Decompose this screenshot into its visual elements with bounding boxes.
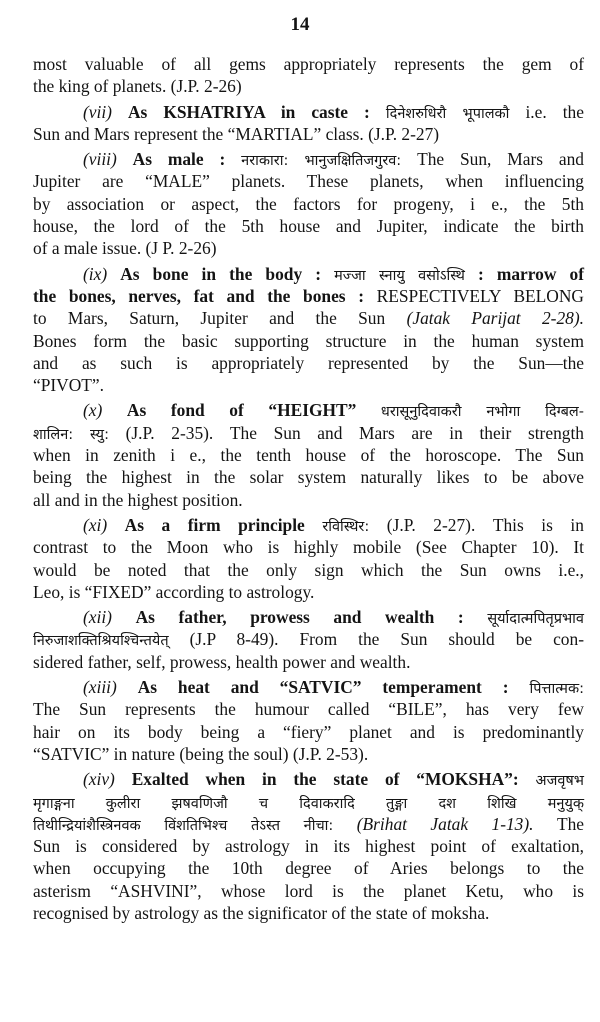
item-heading: As father, prowess and wealth : bbox=[135, 607, 464, 628]
item-heading-continued: the bones, nerves, fat and the bones : bbox=[33, 285, 364, 306]
text-line: all and in the highest position. bbox=[33, 489, 243, 510]
item-heading: As KSHATRIYA in caste : bbox=[127, 101, 370, 122]
paragraph-ix bbox=[33, 263, 584, 397]
text-line: “SATVIC” in nature (being the soul) (J.P. 2-53). bbox=[33, 743, 369, 764]
text-line: Leo, is “FIXED” according to astrology. bbox=[33, 581, 315, 602]
citation: (Brihat Jatak 1-13). bbox=[356, 813, 534, 834]
paragraph-xiv bbox=[33, 768, 584, 924]
text-span: The Sun, Mars and bbox=[417, 149, 584, 170]
text-line: hair on its body being a “fiery” planet and is predominantly bbox=[33, 721, 584, 742]
text-line bbox=[33, 628, 584, 650]
text-line bbox=[33, 285, 584, 307]
text-line: recognised by astrology as the significator of the state of moksha. bbox=[33, 902, 490, 923]
text-line bbox=[33, 75, 584, 97]
text-line: Jupiter are “MALE” planets. These planets, when influencing bbox=[33, 171, 584, 192]
citation: (Jatak Parijat 2-28). bbox=[406, 308, 584, 329]
text-line bbox=[33, 307, 584, 329]
text-line: The Sun represents the humour called “BILE”, has very few bbox=[33, 699, 584, 720]
text-span: RESPECTIVELY BELONG bbox=[376, 285, 584, 306]
text-span: (J.P. 2-27). This is in bbox=[386, 514, 584, 535]
text-line bbox=[33, 676, 584, 698]
sanskrit-text: अजवृषभ bbox=[535, 773, 584, 790]
paragraph-x bbox=[33, 399, 584, 510]
text-line: Sun and Mars represent the “MARTIAL” class. (J.P. 2-27) bbox=[33, 123, 440, 144]
paragraph-viii bbox=[33, 148, 584, 259]
text-line: Bones form the basic supporting structure in the human system bbox=[33, 330, 584, 351]
text-line: being the highest in the solar system naturally likes to be above bbox=[33, 467, 584, 488]
text-span: to Mars, Saturn, Jupiter and the Sun bbox=[33, 308, 386, 329]
text-span: The bbox=[556, 813, 584, 834]
text-span: the king of planets. (J.P. 2-26) bbox=[33, 76, 242, 97]
page-number: 14 bbox=[290, 14, 310, 35]
text-line: contrast to the Moon who is highly mobile (See Chapter 10). It bbox=[33, 537, 584, 558]
page-body bbox=[33, 53, 584, 924]
item-label: (vii) bbox=[83, 101, 112, 122]
text-line: most valuable of all gems appropriately represents the gem of bbox=[33, 54, 584, 74]
item-label: (xiv) bbox=[83, 769, 115, 790]
paragraph-intro bbox=[33, 53, 584, 98]
sanskrit-text: सूर्यादात्मपितृप्रभाव bbox=[487, 611, 584, 628]
paragraph-xii bbox=[33, 606, 584, 673]
item-heading: Exalted when in the state of “MOKSHA”: bbox=[131, 769, 519, 790]
text-line: and as such is appropriately represented by the Sun—the bbox=[33, 352, 584, 373]
text-line: when in zenith i e., the tenth house of the horoscope. The Sun bbox=[33, 445, 584, 466]
item-heading: As a firm principle bbox=[124, 514, 305, 535]
paragraph-xi bbox=[33, 514, 584, 603]
item-label: (xii) bbox=[83, 607, 112, 628]
text-line bbox=[33, 263, 584, 285]
item-label: (ix) bbox=[83, 263, 108, 284]
item-label: (x) bbox=[83, 400, 103, 421]
text-line: sidered father, self, prowess, health power and wealth. bbox=[33, 651, 411, 672]
text-line: by association or aspect, the factors for progeny, i e., the 5th bbox=[33, 193, 584, 214]
item-label: (xi) bbox=[83, 514, 108, 535]
text-line bbox=[33, 791, 584, 813]
text-line: of a male issue. (J P. 2-26) bbox=[33, 238, 217, 259]
text-line bbox=[33, 606, 584, 628]
text-line bbox=[33, 768, 584, 790]
text-line bbox=[33, 514, 584, 536]
text-line bbox=[33, 813, 584, 835]
sanskrit-text: निरुजाशक्तिश्रियश्चिन्तयेत् bbox=[33, 633, 169, 650]
text-span: i.e. the bbox=[525, 101, 584, 122]
sanskrit-text: मृगाङ्गना कुलीरा झषवणिजौ च दिवाकरादि तुङ्गा दश शिखि मनुयुक् bbox=[33, 795, 584, 812]
text-line bbox=[33, 148, 584, 170]
sanskrit-text: मज्जा स्नायु वसोऽस्थि bbox=[334, 267, 465, 284]
item-heading-tail: : marrow of bbox=[477, 263, 584, 284]
text-line bbox=[33, 422, 584, 444]
item-heading: As fond of “HEIGHT” bbox=[126, 400, 357, 421]
text-line: asterism “ASHVINI”, whose lord is the planet Ketu, who is bbox=[33, 880, 584, 901]
text-line: Sun is considered by astrology in its highest point of exaltation, bbox=[33, 836, 584, 857]
sanskrit-text: शालिन: स्यु: bbox=[33, 426, 109, 443]
sanskrit-text: दिनेशरुधिरौ भूपालकौ bbox=[385, 105, 510, 122]
sanskrit-text: रविस्थिर: bbox=[322, 518, 370, 535]
sanskrit-text: पित्तात्मक: bbox=[529, 681, 584, 698]
text-span: (J.P. 2-35). The Sun and Mars are in their strength bbox=[125, 422, 584, 443]
item-heading: As heat and “SATVIC” temperament : bbox=[137, 677, 509, 698]
sanskrit-text: धरासूनुदिवाकरौ नभोगा दिग्बल- bbox=[380, 404, 584, 421]
text-line bbox=[33, 101, 584, 123]
text-line: house, the lord of the 5th house and Jupiter, indicate the birth bbox=[33, 216, 584, 237]
text-line: would be noted that the only sign which the Sun owns i.e., bbox=[33, 559, 584, 580]
item-label: (viii) bbox=[83, 149, 117, 170]
text-span: (J.P 8-49). From the Sun should be con- bbox=[189, 629, 584, 650]
item-heading: As male : bbox=[132, 149, 226, 170]
sanskrit-text: तिथीन्द्रियांशैस्त्रिनवक विंशतिभिश्च तेऽस्त नीचा: bbox=[33, 817, 334, 834]
text-line bbox=[33, 399, 584, 421]
text-line: “PIVOT”. bbox=[33, 375, 104, 396]
item-heading: As bone in the body : bbox=[120, 263, 322, 284]
item-label: (xiii) bbox=[83, 677, 117, 698]
paragraph-xiii bbox=[33, 676, 584, 765]
paragraph-vii bbox=[33, 101, 584, 146]
text-line: when occupying the 10th degree of Aries belongs to the bbox=[33, 858, 584, 879]
sanskrit-text: नराकारा: भानुजक्षितिजगुरव: bbox=[241, 153, 402, 170]
